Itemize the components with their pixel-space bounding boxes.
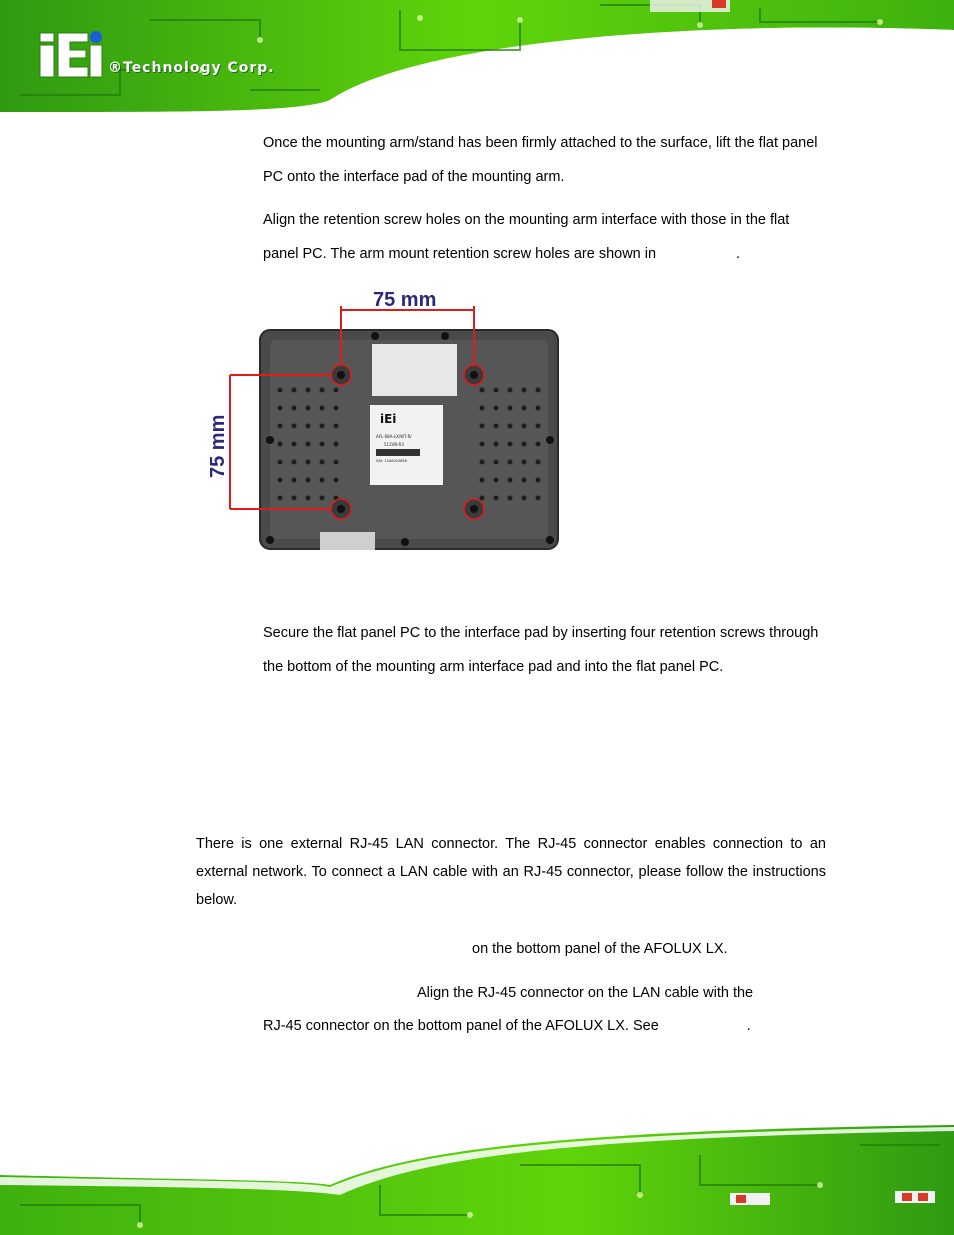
flat-panel-rear-illustration <box>200 280 570 560</box>
paragraph-lan-intro: There is one external RJ-45 LAN connector. The RJ-45 connector enables connection to an external network. To connect a LAN cable with an RJ-45 connector, please follow the instructions below. <box>196 836 826 908</box>
paragraph-align-screws <box>263 203 823 271</box>
align-connector-period: . <box>746 1018 751 1034</box>
label-brand: iEi <box>380 412 397 426</box>
bottom-connector <box>320 532 375 550</box>
align-screws-period: . <box>736 246 741 262</box>
step-align-connector-text: Align the RJ-45 connector on the LAN cable with the <box>417 985 754 1001</box>
header-banner <box>0 0 954 112</box>
step-align-connector-continued <box>263 1009 823 1043</box>
paragraph-lift-panel: Once the mounting arm/stand has been firmly attached to the surface, lift the flat panel PC onto the interface pad of the mounting arm. <box>263 135 818 185</box>
iei-logo-icon <box>0 0 110 80</box>
align-connector-text: RJ-45 connector on the bottom panel of the AFOLUX LX. See <box>263 1018 659 1034</box>
step-locate-connector-text: on the bottom panel of the AFOLUX LX. <box>472 941 728 957</box>
paragraph-secure-panel: Secure the flat panel PC to the interface pad by inserting four retention screws through the bottom of the mounting arm interface pad and into the flat panel PC. <box>263 625 819 675</box>
company-logo <box>0 0 300 80</box>
top-sticker <box>372 344 457 396</box>
footer-banner <box>0 1125 954 1235</box>
company-name: ®Technology Corp. <box>108 60 275 76</box>
circuit-board-footer-graphic <box>0 1125 954 1235</box>
dimension-horizontal-label: 75 mm <box>373 289 437 311</box>
barcode <box>376 449 420 456</box>
align-screws-text: Align the retention screw holes on the mounting arm interface with those in the flat panel PC. The arm mount retention screw holes are shown in <box>263 212 790 262</box>
label-sn: S/N: 13A000365B <box>376 459 407 463</box>
dimension-vertical-label: 75 mm <box>207 414 229 478</box>
label-model: AFL-08A-LX/WT-R/ <box>376 434 412 439</box>
label-sku: 512VB-R3 <box>384 442 404 447</box>
arm-mount-screw-holes-figure <box>200 280 570 560</box>
